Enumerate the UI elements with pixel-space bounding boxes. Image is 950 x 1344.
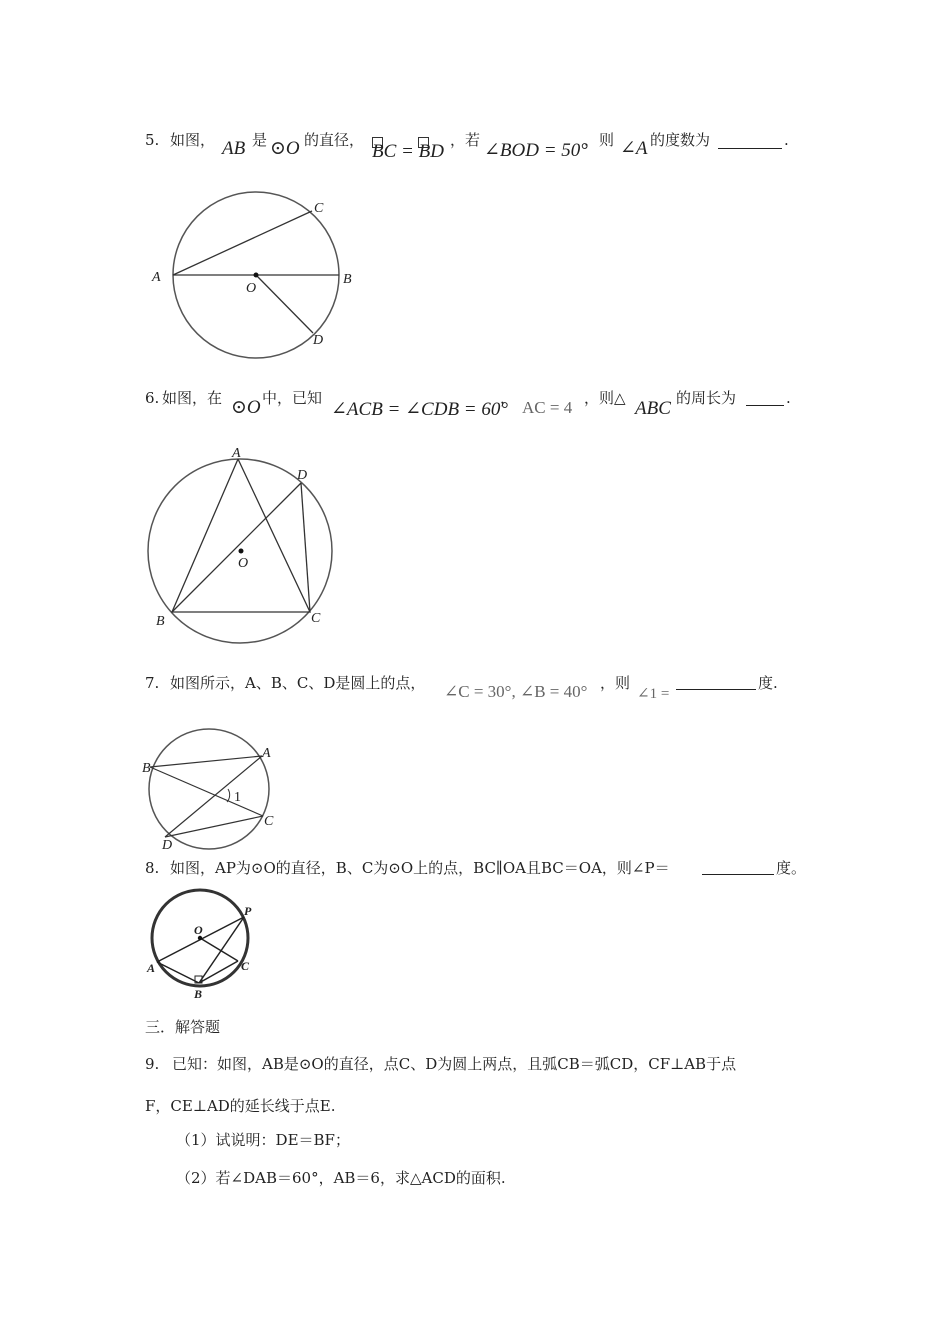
- q7-label-d: D: [162, 838, 173, 853]
- q8-end: 度。: [776, 859, 807, 877]
- q7-label-c: C: [264, 814, 274, 829]
- q6-text-1: 如图，在: [162, 389, 223, 407]
- q6-sep: ，: [500, 389, 516, 407]
- q9-line-2: F，CE⊥AD的延长线于点E.: [145, 1097, 336, 1115]
- q7-label-1: 1: [234, 790, 241, 805]
- q6-math-circle-o: ⊙O: [231, 397, 261, 418]
- q6-math-ac: AC = 4: [522, 398, 573, 417]
- q6-label-b: B: [156, 614, 165, 629]
- q7-text-1: 如图所示，A、B、C、D是圆上的点，: [170, 674, 426, 692]
- q6-number: 6.: [145, 389, 160, 407]
- q5-text-1: 如图，: [170, 131, 216, 149]
- q9-subquestion-1: （1）试说明：DE＝BF；: [176, 1131, 350, 1149]
- q6-text-4: 的周长为: [676, 389, 737, 407]
- q8-number: 8.: [145, 859, 160, 877]
- q8-label-p: P: [244, 904, 252, 918]
- q6-label-o: O: [238, 556, 249, 571]
- q5-label-b: B: [343, 272, 352, 287]
- q5-text-4: ，若: [450, 131, 481, 149]
- q9-subquestion-2: （2）若∠DAB＝60°，AB＝6，求△ACD的面积.: [176, 1169, 506, 1187]
- q5-label-a: A: [152, 270, 161, 285]
- q8-chord-pb: [199, 917, 244, 983]
- q5-math-arcs: BC = BD: [372, 141, 444, 162]
- q6-math-angles: ∠ACB = ∠CDB = 60°: [331, 399, 508, 420]
- q9-number: 9.: [145, 1055, 160, 1073]
- q7-text-2: ，则: [600, 674, 631, 692]
- q8-radius-oc: [200, 938, 238, 961]
- q5-label-d: D: [313, 333, 324, 348]
- q7-number: 7.: [145, 674, 160, 692]
- q5-text-5: ，则: [584, 131, 615, 149]
- q5-end: .: [784, 131, 789, 149]
- q8-label-o: O: [194, 923, 203, 937]
- q6-label-c: C: [311, 611, 321, 626]
- q5-text-3: 的直径，: [304, 131, 365, 149]
- q6-end: .: [786, 389, 791, 407]
- q5-text-2: 是: [252, 131, 268, 149]
- q5-math-angle-bod: ∠BOD = 50°: [484, 140, 588, 161]
- q7-math-angles: ∠C = 30°, ∠B = 40°: [444, 682, 588, 701]
- q9-line-1: 已知：如图，AB是⊙O的直径，点C、D为圆上两点，且弧CB＝弧CD，CF⊥AB于点: [172, 1055, 737, 1073]
- q5-label-o: O: [246, 281, 257, 296]
- q7-text-3: 度.: [758, 674, 778, 692]
- q8-label-c: C: [241, 959, 250, 973]
- q8-text: 如图，AP为⊙O的直径，B、C为⊙O上的点，BC∥OA且BC＝OA，则∠P＝: [170, 859, 670, 877]
- q6-math-abc: ABC: [635, 398, 671, 419]
- section-heading: 三．解答题: [145, 1018, 221, 1036]
- q5-text-6: 的度数为: [650, 131, 711, 149]
- q5-number: 5.: [145, 131, 160, 149]
- q7-label-b: B: [142, 761, 151, 776]
- q5-math-angle-a: ∠A: [620, 138, 648, 159]
- q5-label-c: C: [314, 201, 324, 216]
- q7-math-angle1: ∠1 =: [637, 686, 670, 702]
- q6-label-d: D: [297, 468, 308, 483]
- q8-label-a: A: [147, 961, 156, 975]
- q6-label-a: A: [232, 446, 241, 461]
- q5-math-circle-o: ⊙O: [270, 138, 300, 159]
- q8-label-b: B: [194, 987, 203, 1001]
- q6-text-3: ，则△: [584, 389, 626, 407]
- q6-text-2: 中，已知: [262, 389, 323, 407]
- q7-label-a: A: [262, 746, 271, 761]
- q5-math-ab: AB: [222, 138, 246, 159]
